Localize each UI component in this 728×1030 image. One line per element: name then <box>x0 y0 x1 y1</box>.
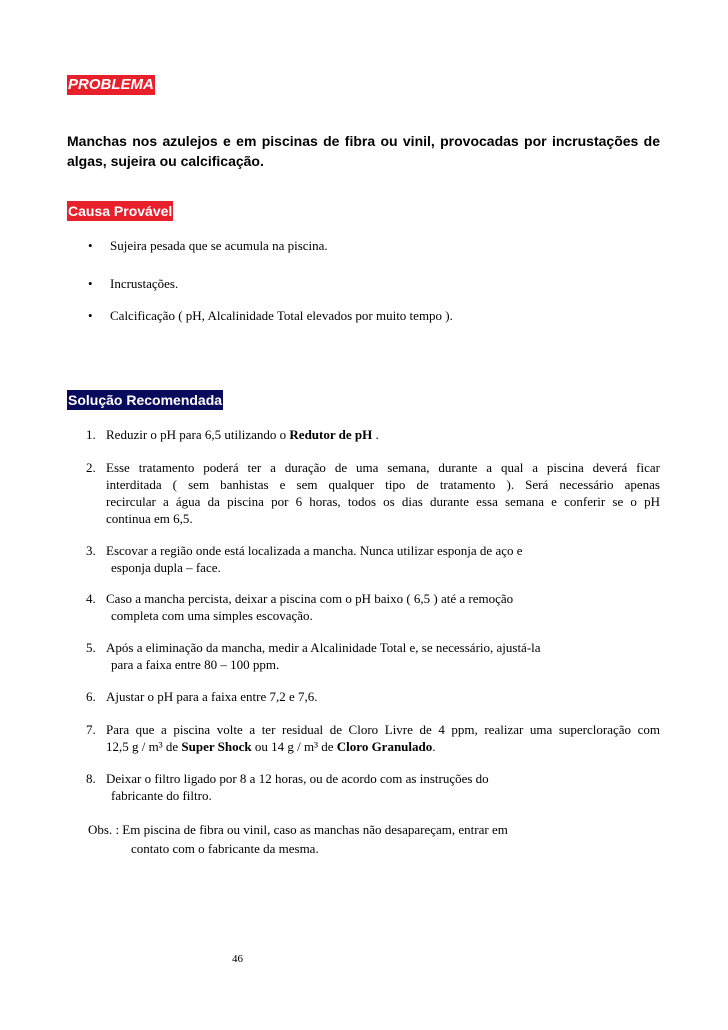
step-text: Caso a mancha percista, deixar a piscina com o pH baixo ( 6,5 ) até a remoção completa com uma simples escovação. <box>106 591 514 623</box>
step-text: Escovar a região onde está localizada a mancha. Nunca utilizar esponja de aço e esponja dupla – face. <box>106 543 523 575</box>
step-number: 4. <box>86 591 96 606</box>
step-number: 1. <box>86 427 96 442</box>
step-number: 8. <box>86 771 96 786</box>
step-number: 7. <box>86 722 96 737</box>
product-name: Redutor de pH <box>289 427 373 442</box>
cause-text: Incrustações. <box>110 276 179 291</box>
bullet-icon: • <box>88 308 93 323</box>
step-text: Para que a piscina volte a ter residual de Cloro Livre de 4 ppm, realizar uma supercloração com 12,5 g / m³ de Super Shock ou 14 g / m³ de Cloro Granulado. <box>106 722 660 754</box>
solucao-recomendada-heading: Solução Recomendada <box>68 392 223 408</box>
step-text: Reduzir o pH para 6,5 utilizando o Redutor de pH . <box>106 427 379 442</box>
cause-text: Sujeira pesada que se acumula na piscina. <box>110 238 328 253</box>
step-text: Após a eliminação da mancha, medir a Alcalinidade Total e, se necessário, ajustá-la para a faixa entre 80 – 100 ppm. <box>106 640 541 672</box>
step-text: Esse tratamento poderá ter a duração de uma semana, durante a qual a piscina deverá ficar interditada ( sem banhistas e sem qualquer tipo de tratamento ). Será necessário apenas recircular a água da piscina por 6 horas, todos os dias durante essa semana e conferir se o pH continua em 6,5. <box>106 460 660 526</box>
observation-note: Obs. : Em piscina de fibra ou vinil, caso as manchas não desapareçam, entrar em contato com o fabricante da mesma. <box>88 822 508 856</box>
problema-heading: PROBLEMA <box>68 76 154 93</box>
step-number: 3. <box>86 543 96 558</box>
page-number: 46 <box>232 953 243 965</box>
bullet-icon: • <box>88 238 93 253</box>
step-number: 2. <box>86 460 96 475</box>
step-6 <box>86 688 660 705</box>
cause-text: Calcificação ( pH, Alcalinidade Total elevados por muito tempo ). <box>110 308 453 323</box>
product-name: Cloro Granulado <box>336 739 433 754</box>
product-name: Super Shock <box>181 739 252 754</box>
step-7 <box>86 721 660 755</box>
step-5 <box>86 639 660 673</box>
causa-provavel-heading: Causa Provável <box>68 203 173 219</box>
step-text: Ajustar o pH para a faixa entre 7,2 e 7,6. <box>106 689 318 704</box>
step-text: Deixar o filtro ligado por 8 a 12 horas, ou de acordo com as instruções do fabricante do filtro. <box>106 771 489 803</box>
step-number: 5. <box>86 640 96 655</box>
step-1 <box>86 426 660 443</box>
step-3 <box>86 542 660 576</box>
problem-description: Manchas nos azulejos e em piscinas de fibra ou vinil, provocadas por incrustações de algas, sujeira ou calcificação. <box>67 133 660 169</box>
step-2 <box>86 459 660 527</box>
step-4 <box>86 590 660 624</box>
step-8 <box>86 770 660 804</box>
bullet-icon: • <box>88 276 93 291</box>
step-number: 6. <box>86 689 96 704</box>
